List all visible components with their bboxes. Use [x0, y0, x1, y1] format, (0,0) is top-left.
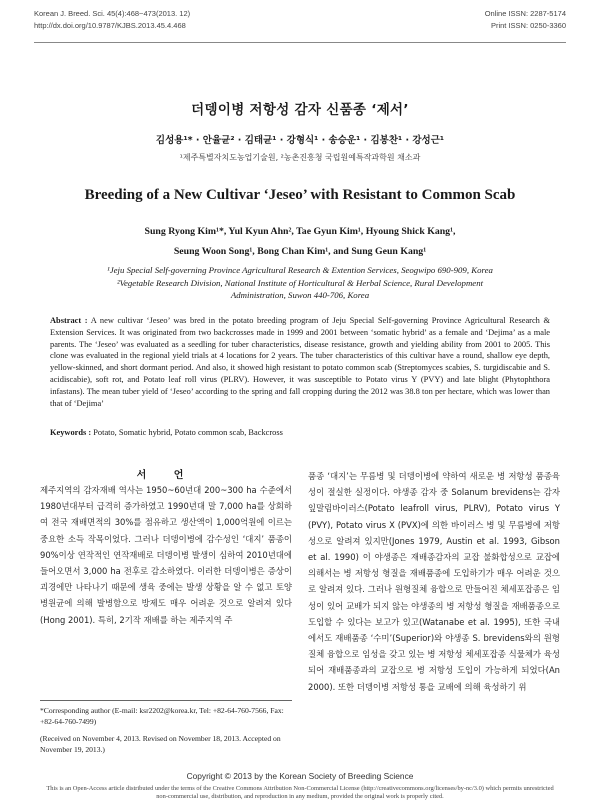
korean-title: 더뎅이병 저항성 감자 신품종 ‘제서’ [191, 102, 409, 118]
intro-heading: 서 언 [136, 470, 196, 481]
online-issn: Online ISSN: 2287-5174 [484, 9, 566, 18]
keywords-label: Keywords : [50, 428, 92, 437]
print-issn: Print ISSN: 0250-3360 [490, 21, 566, 30]
affiliation-1: ¹Jeju Special Self-governing Province Agricultural Research & Extention Services, Seogwipo 690-909, Korea [107, 265, 493, 275]
intro-left-column: 제주지역의 감자재배 역사는 1950~60년대 200~300 ha 수준에서 1980년대부터 급격히 증가하였고 1990년대 말 7,000 ha를 상회하여 전국 재배면적의 30%를 점유하고 생산액이 1,000억원에 이르는 중요한 소득 작목이었다. 그러나 더뎅이병에 감수성인 ‘대지’ 품종이 90%이상 연작적인 연작재배로 더뎅이병 발생이 심하여 2010년대에 들어오면서 3,000 ha 전후로 감소하였다. 이러한 더뎅이병은 증상이 괴경에만 나타나기 때문에 생육 중에는 발생 상황을 알 수 없고 토양병원균에 의해 발병함으로 방제도 매우 어려운 것으로 알려져 있다(Hong 2001). 특히, 2기작 재배를 하는 제주지역 주 [40, 485, 292, 625]
header-right [485, 8, 566, 32]
doi-link[interactable]: http://dx.doi.org/10.9787/KJBS.2013.45.4.468 [34, 21, 186, 30]
header-left [34, 8, 190, 32]
header-rule [34, 42, 566, 43]
received-dates-note: (Received on November 4, 2013. Revised on November 18, 2013. Accepted on November 19, 2013.) [40, 734, 281, 754]
affiliation-2: ²Vegetable Research Division, National Institute of Horticultural & Herbal Science, Rural Development [116, 277, 484, 288]
affiliation-3: Administration, Suwon 440-706, Korea [230, 290, 370, 300]
abstract-label: Abstract : [50, 316, 88, 325]
abstract-text: A new cultivar ‘Jeseo’ was bred in the potato breeding program of Jeju Special Self-governing Province Agricultural Research & Extension Services. It was originated from two backcrosses made in 1999 and 2001 between ‘somatic hybrid’ as a female and ‘Dejima’ as a male parents. The ‘Jeseo’ was evaluated as a seedling for tuber characteristics, disease resistance, growth and yielding ability from 2001 to 2005. This clone was evaluated in the regional yield trials at 4 locations for 2 years. The tuber characteristics of this cultivar have a round, shallow eye depth, yellow-skinned, and short dormant period. And also, it showed high resistant to potato common scab (Streptomyces scabies, S. turgidiscabie and S. acidiscabie), soft rot, and Potato leaf roll virus (PLRV). However, it was susceptible to Potato virus Y (PVY) and late blight (Phytophthora infastans). The mean tuber yield of ‘Jeseo’ according to the spring and fall cropping during the 2012 was 38.8 ton per hectare, which was lower than that of ‘Dejima’ [50, 316, 550, 408]
corresponding-author-note: *Corresponding author (E-mail: ksr2202@korea.kr, Tel: +82-64-760-7566, Fax: +82-64-760-7499) [40, 706, 284, 726]
english-authors [70, 222, 530, 262]
license-text: This is an Open-Access article distributed under the terms of the Creative Commons Attribution Non-Commercial License (http://creativecommons.org/licenses/by-nc/3.0) which permits unrestricted non-commercial use, distribution, and reproduction in any medium, provided the original work is properly cited. [46, 785, 554, 800]
english-authors-line2: Seung Woon Song¹, Bong Chan Kim¹, and Sung Geun Kang¹ [173, 246, 427, 257]
intro-right-column: 품종 ‘대지’는 무름병 및 더뎅이병에 약하여 새로운 병 저항성 품종육성이 절실한 실정이다. 야생종 감자 중 Solanum brevidens는 감자잎말림바이러스(Potato leafroll virus, PLRV), Potato virus Y (PVY), Potato virus X (PVX)에 의한 바이러스 병 및 무름병에 저항성으로 알려져 있지만(Jones 1979, Austin et al. 1993, Gibson et al. 1990) 이 야생종은 재배종감자의 교잡 불화합성으로 교잡에 의해서는 병 저항성 형질을 재배품종에 도입하기가 매우 어려운 것으로 알려져 있다. 그러나 원형질체 융합으로 만들어진 체세포잡종은 임성이 있어 교배가 되지 않는 야생종의 병 저항성 형질을 재배품종으로 도입할 수 있다는 보고가 있고(Watanabe et al. 1995), 또한 국내에서도 재배품종 ‘수미’(Superior)와 야생종 S. brevidens와의 원형질체 융합으로 임성을 갖고 있는 병 저항성 체세포잡종 식물체가 육성되어 재배품종과의 교잡으로 병 저항성 도입이 가능하게 되었다(An 2000). 또한 더뎅이병 저항성 통을 교배에 의해 육성하기 위 [308, 471, 560, 692]
copyright-line: Copyright © 2013 by the Korean Society of Breeding Science [186, 771, 414, 781]
footnote-rule [40, 700, 292, 701]
keywords [50, 428, 550, 437]
journal-citation: Korean J. Breed. Sci. 45(4):468~473(2013. 12) [34, 9, 191, 18]
english-affiliations [50, 264, 550, 302]
korean-authors: 김성용¹* · 안율균² · 김태균¹ · 강형식¹ · 송승운¹ · 김봉찬¹ · 강성근¹ [155, 135, 445, 146]
keywords-text: Potato, Somatic hybrid, Potato common scab, Backcross [93, 428, 283, 437]
abstract [50, 315, 550, 409]
english-authors-line1: Sung Ryong Kim¹*, Yul Kyun Ahn², Tae Gyun Kim¹, Hyoung Shick Kang¹, [144, 226, 456, 237]
korean-affiliations: ¹제주특별자치도농업기술원, ²농촌진흥청 국립원예특작과학원 채소과 [179, 153, 421, 162]
english-title: Breeding of a New Cultivar ‘Jeseo’ with Resistant to Common Scab [84, 187, 516, 203]
